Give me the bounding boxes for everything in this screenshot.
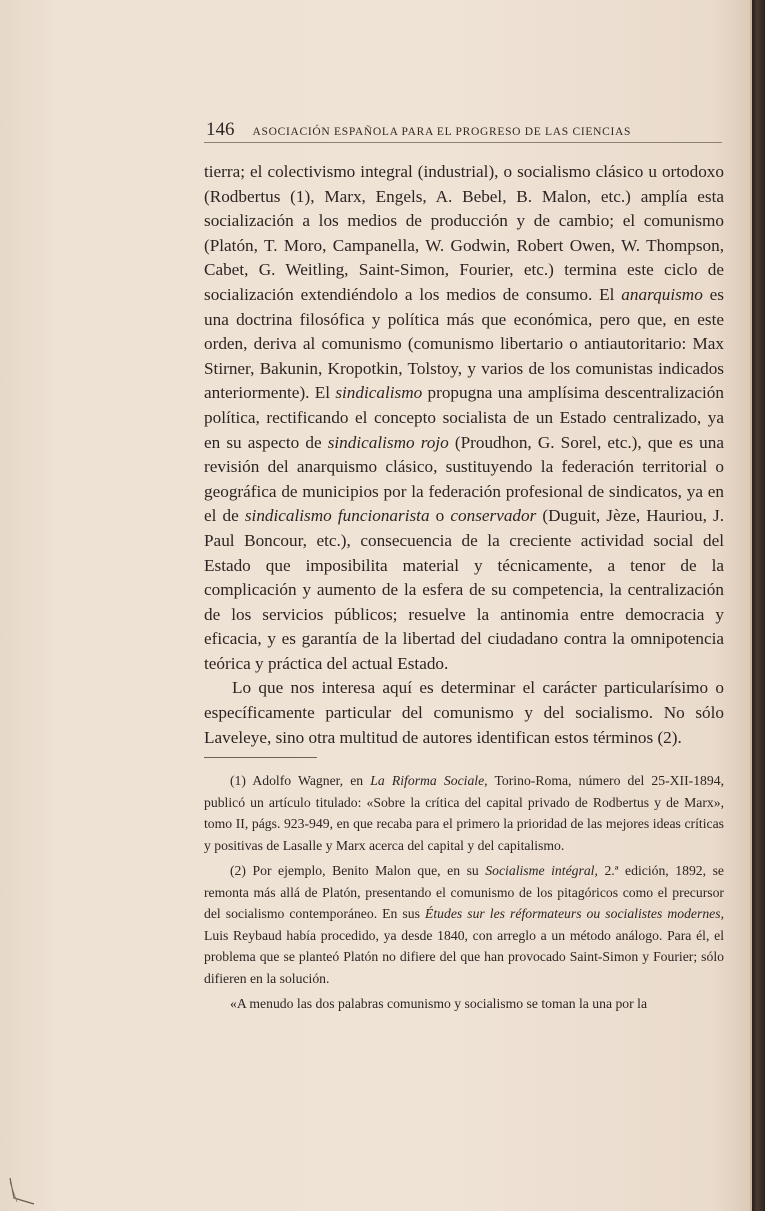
text-run: 2.ª edición, 1892, se remonta más allá de Platón, presentando el comunismo de los pitagóricos como el precursor del socialismo contemporáneo. En sus bbox=[204, 863, 724, 921]
text-run: propugna una amplísima descentralización política, rectificando el concepto socialista de un Estado centralizado, ya en su aspecto de bbox=[204, 383, 724, 452]
header-rule bbox=[204, 142, 722, 143]
text-run: (1) Adolfo Wagner, en bbox=[230, 773, 371, 788]
text-run: Luis Reybaud había procedido, ya desde 1840, con arreglo a un método análogo. Para él, el problema que se planteó Platón no difiere del que han provocado Saint-Simon y Fourier; sólo difieren en la solución. bbox=[204, 927, 724, 986]
text-run: (Duguit, Jèze, Hauriou, J. Paul Boncour, etc.), consecuencia de la creciente actividad social del Estado que imposibilita material y técnicamente, a tenor de la complicación y aumento de la esfera de su competencia, la centralización de los servicios públicos; resuelve la antinomia entre democracia y eficacia, y es garantía de la libertad del ciudadano contra la omnipotencia teórica y práctica del actual Estado. bbox=[204, 506, 724, 673]
footnote-3: «A menudo las dos palabras comunismo y socialismo se toman la una por la bbox=[230, 996, 648, 1011]
footnotes bbox=[204, 770, 724, 1015]
page-number: 146 bbox=[206, 119, 235, 140]
text-run: (Proudhon, G. Sorel, etc.), que es una revisión del anarquismo clásico, sustituyendo la federación territorial o geográfica de municipios por la federación profesional de sindicatos, ya en el de bbox=[204, 432, 724, 526]
footnote-1 bbox=[204, 770, 724, 856]
cited-title: La Riforma Sociale, bbox=[370, 773, 488, 788]
running-head bbox=[206, 119, 722, 141]
cited-title: Études sur les réformateurs ou socialistes modernes, bbox=[424, 906, 724, 921]
term-sindicalismo: sindicalismo bbox=[335, 383, 423, 403]
cited-title: Socialisme intégral, bbox=[485, 863, 598, 878]
term-anarquismo: anarquismo bbox=[621, 284, 703, 304]
term-sindicalismo-rojo: sindicalismo rojo bbox=[327, 432, 449, 452]
term-conservador: conservador bbox=[450, 506, 537, 526]
text-run: Torino-Roma, número del 25-XII-1894, publicó un artículo titulado: «Sobre la crítica del capital privado de Rodbertus y de Marx», tomo II, págs. 923-949, en que recaba para el primero la prioridad de las mejores ideas críticas y positivas de Lasalle y Marx acerca del capital y del capitalismo. bbox=[204, 773, 725, 853]
main-text bbox=[204, 160, 724, 750]
text-run: o bbox=[429, 506, 451, 526]
text-run: es una doctrina filosófica y política más que económica, pero que, en este orden, deriva al comunismo (comunismo libertario o antiautoritario: Max Stirner, Bakunin, Kropotkin, Tolstoy, y varios de los comunistas indicados anteriormente). El bbox=[204, 284, 724, 403]
page-corner-fold-icon bbox=[8, 1176, 36, 1206]
footnote-rule bbox=[204, 757, 317, 758]
page-edge bbox=[752, 0, 765, 1211]
footnote-2 bbox=[204, 860, 724, 989]
running-title: ASOCIACIÓN ESPAÑOLA PARA EL PROGRESO DE LAS CIENCIAS bbox=[252, 126, 632, 138]
term-sindicalismo-funcionarista: sindicalismo funcionarista bbox=[244, 506, 430, 526]
text-run: tierra; el colectivismo integral (industrial), o socialismo clásico u ortodoxo (Rodbertus (1), Marx, Engels, A. Bebel, B. Malon, etc.) amplía esta socialización a los medios de producción y de cambio; el comunismo (Platón, T. Moro, Campanella, W. Godwin, Robert Owen, W. Thompson, Cabet, G. Weitling, Saint-Simon, Fourier, etc.) termina este ciclo de socialización extendiéndolo a los medios de consumo. El bbox=[204, 162, 724, 304]
text-run: (2) Por ejemplo, Benito Malon que, en su bbox=[230, 863, 486, 878]
paragraph-2: Lo que nos interesa aquí es determinar el carácter particularísimo o específicamente particular del comunismo y del socialismo. No sólo Laveleye, sino otra multitud de autores identifican estos términos (2). bbox=[204, 678, 724, 747]
paragraph-1 bbox=[204, 160, 724, 676]
